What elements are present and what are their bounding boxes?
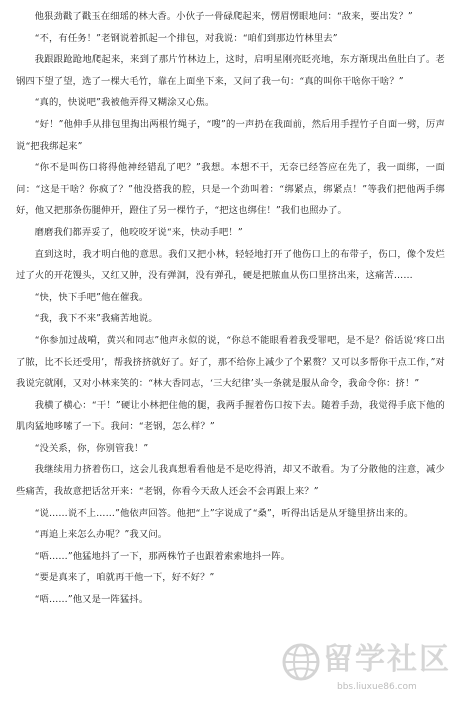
paragraph: “不，有任务！”老钢说着抓起一个排包，对我说：“咱们到那边竹林里去” xyxy=(34,32,338,44)
paragraph: 磨磨我们都弄妥了，他咬咬牙说“来，快动手吧！” xyxy=(34,226,243,238)
paragraph: “说……说不上……”他依声回答。他把“上”字说成了“桑”，听得出话是从牙缝里挤出来的。 xyxy=(34,507,414,519)
paragraph: “真的，快说吧”我被他弄得又糊涂又心焦。 xyxy=(34,97,215,109)
paragraph: 我继续用力挤着伤口，这会儿我真想看看他是不是吃得消，却又不敢看。为了分散他的注意，减少些痛苦，我故意把话岔开来：“老钢，你看今天敌人还会不会再跟上来？” xyxy=(16,464,445,498)
paragraph: “再追上来怎么办呢？”我又问。 xyxy=(34,529,168,541)
watermark-brand: 留学社区 xyxy=(323,642,451,677)
paragraph: 直到这时，我才明白他的意思。我们又把小林，轻轻地打开了他伤口上的布带子，伤口，像个发烂过了火的开花馒头，又红又肿，没有弹洞，没有弹孔，硬是把脓血从伤口里挤出来，这痛苦…… xyxy=(16,248,445,282)
paragraph: “你参加过战嗬，黄兴和同志”他声永似的说，“你总不能眼看着我受罪吧，是不是？俗话说‘疼口出了脓，比不长还受用’，帮我挤挤就好了。好了，那不给你上减少了个累赘？又可以多帮你干点工作，”对我说完就刚，又对小林来笑的：“林大香同志，‘三大纪律’头一条就是服从命令，我命令你：挤！” xyxy=(16,334,445,390)
paragraph: “没关系，你，你别管我！” xyxy=(34,442,149,454)
paragraph: “你不是叫伤口将得他神经错乱了吧？”我想。本想不干，无奈已经答应在先了，我一面绑，一面问：“这是干啥？你疯了？”他没搭我的腔，只是一个劲叫着：“绑紧点，绑紧点！”等我们把他两手绑好，他又把那条伤腿伸开，蹬住了另一棵竹子，“把这也绑住！”我们也照办了。 xyxy=(16,162,445,217)
paragraph: “好！”他伸手从排包里掏出两根竹绳子，“嗖”的一声扔在我面前，然后用手捏竹子自面一劈，厉声说“把我绑起来” xyxy=(16,118,445,152)
paragraph: 我跟跟跄跄地爬起来，来到了那片竹林边上，这时，启明星刚亮眨亮地，东方渐现出鱼肚白了。老钢四下望了望，选了一棵大毛竹，靠在上面坐下来，又问了我一句：“真的叫你干啥你干啥？” xyxy=(16,54,445,87)
paragraph: 他狠劲戳了戳玉在细瑶的林大香。小伙子一骨碌爬起来，愣眉愣眼地问：“敌来，要出发？” xyxy=(34,11,413,22)
paragraph: “要是真来了，咱就再干他一下，好不好？” xyxy=(34,572,215,584)
paragraph: “快，快下手吧”他在催我。 xyxy=(34,291,149,303)
paragraph: “我，我下不来”我痛苦地说。 xyxy=(34,313,158,325)
paragraph: “唔……”他猛地抖了一下，那两株竹子也跟着索索地抖一阵。 xyxy=(34,550,291,562)
paragraph: “唔……”他又是一阵猛抖。 xyxy=(34,594,149,606)
watermark-url: bbs.liuxue86.com xyxy=(337,682,417,692)
paragraph: 我横了横心：“干！”硬让小林把住他的腿，我两手握着伤口按下去。随着手劲，我觉得手底下他的肌肉猛地哆嗦了一下。我问：“老钢，怎么样？” xyxy=(16,399,445,433)
